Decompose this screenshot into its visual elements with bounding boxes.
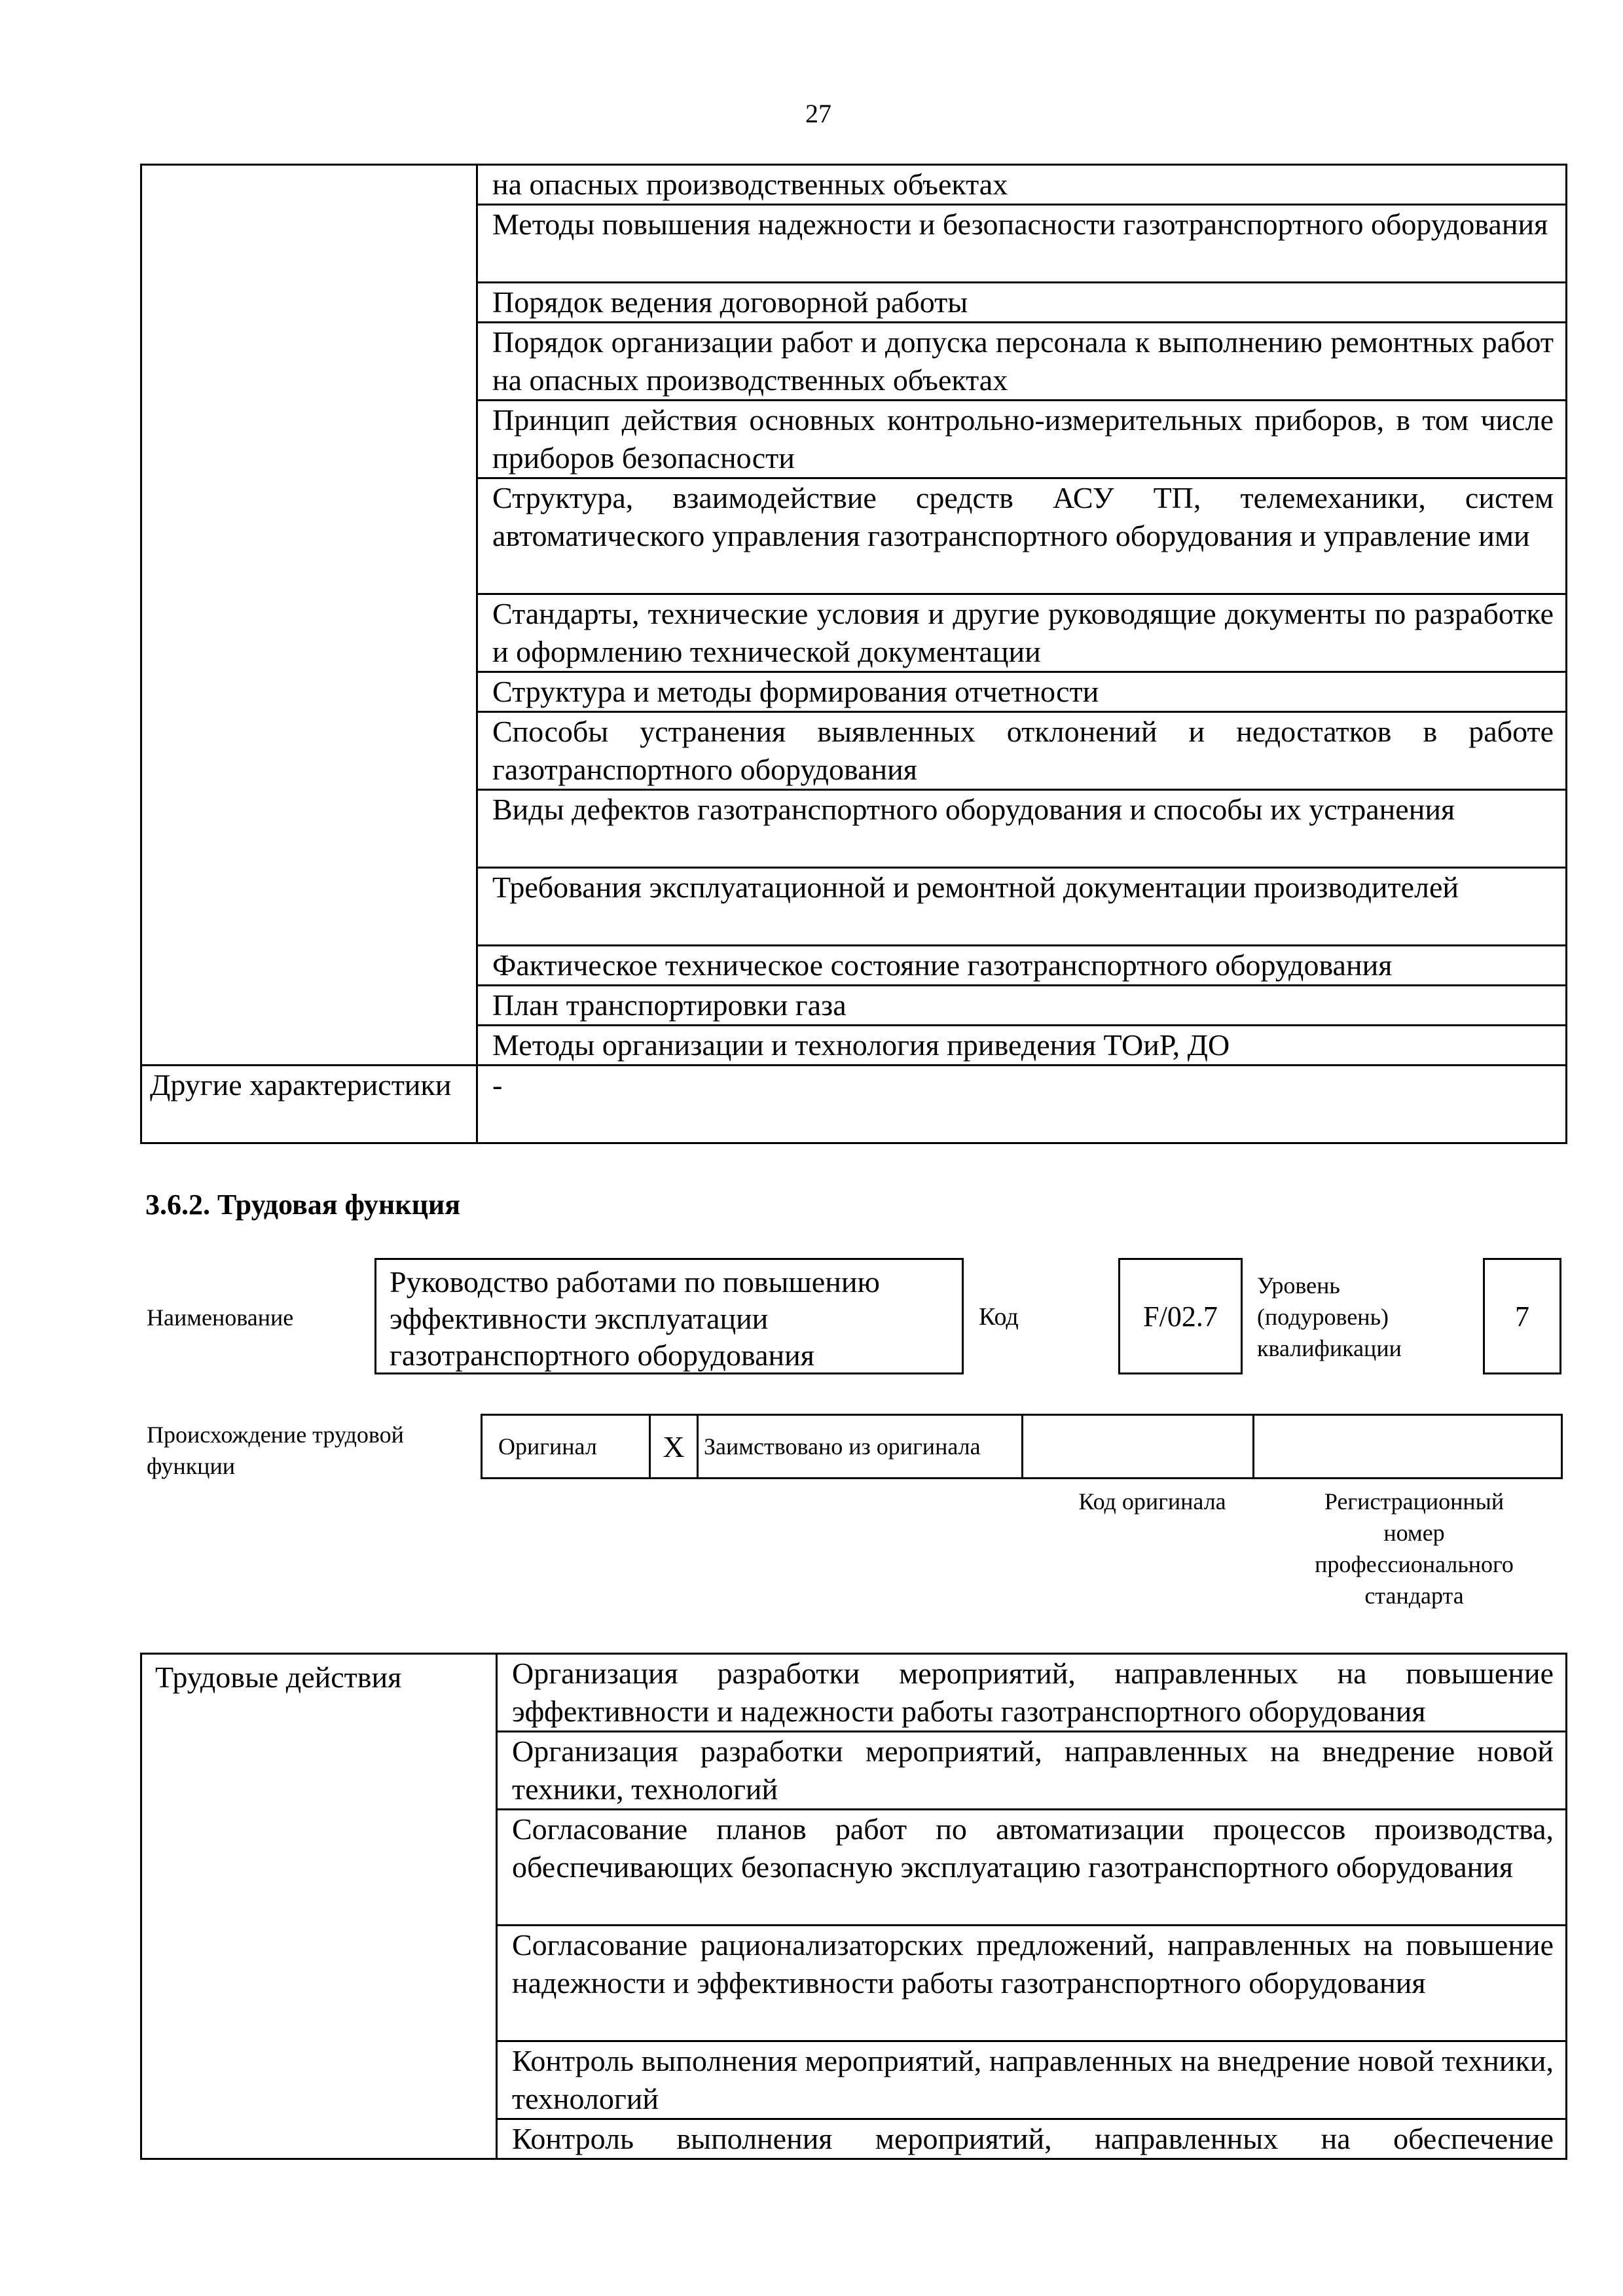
knowledge-row: Требования эксплуатационной и ремонтной документации производителей: [477, 868, 1567, 946]
knowledge-row: на опасных производственных объектах: [477, 165, 1567, 205]
actions-label: Трудовые действия: [141, 1654, 497, 2159]
action-row: Согласование планов работ по автоматизации процессов производства, обеспечивающих безопасную эксплуатацию газотранспортного оборудования: [497, 1810, 1567, 1926]
registration-number-caption: Регистрационный номер профессионального стандарта: [1315, 1488, 1514, 1609]
origin-borrowed-cell: Заимствовано из оригинала: [698, 1415, 1023, 1479]
qualification-level-box: 7: [1483, 1258, 1561, 1374]
origin-original-cell: Оригинал: [482, 1415, 650, 1479]
knowledge-row: План транспортировки газа: [477, 986, 1567, 1026]
function-name-box: Руководство работами по повышению эффективности эксплуатации газотранспортного оборудования: [374, 1258, 964, 1374]
qualification-level-label: Уровень (подуровень) квалификации: [1257, 1272, 1402, 1361]
knowledge-row: Методы организации и технология приведения ТОиР, ДО: [477, 1026, 1567, 1066]
registration-number-cell: [1254, 1415, 1562, 1479]
origin-mark-cell: X: [650, 1415, 698, 1479]
action-row: Контроль выполнения мероприятий, направленных на внедрение новой техники, технологий: [497, 2041, 1567, 2119]
knowledge-row: Порядок ведения договорной работы: [477, 283, 1567, 323]
page-number: 27: [805, 99, 831, 128]
knowledge-row: Фактическое техническое состояние газотранспортного оборудования: [477, 946, 1567, 986]
knowledge-row: Принцип действия основных контрольно-измерительных приборов, в том числе приборов безопасности: [477, 401, 1567, 478]
other-characteristics-label: Другие характеристики: [141, 1066, 477, 1143]
code-label: Код: [979, 1303, 1019, 1331]
section-heading: 3.6.2. Трудовая функция: [145, 1189, 461, 1221]
original-code-caption: Код оригинала: [1078, 1488, 1226, 1515]
action-row: Организация разработки мероприятий, направленных на повышение эффективности и надежности работы газотранспортного оборудования: [497, 1654, 1567, 1732]
knowledge-row: Методы повышения надежности и безопасности газотранспортного оборудования: [477, 205, 1567, 283]
actions-table: [140, 1653, 1567, 2160]
knowledge-row: Порядок организации работ и допуска персонала к выполнению ремонтных работ на опасных производственных объектах: [477, 323, 1567, 401]
action-row: Контроль выполнения мероприятий, направленных на обеспечение: [497, 2119, 1567, 2159]
action-row: Организация разработки мероприятий, направленных на внедрение новой техники, технологий: [497, 1732, 1567, 1810]
origin-table: [481, 1414, 1563, 1479]
name-label: Наименование: [147, 1304, 294, 1331]
origin-label: Происхождение трудовой функции: [147, 1422, 404, 1479]
knowledge-row: Виды дефектов газотранспортного оборудования и способы их устранения: [477, 790, 1567, 868]
knowledge-row: Способы устранения выявленных отклонений и недостатков в работе газотранспортного оборудования: [477, 712, 1567, 790]
knowledge-row: Стандарты, технические условия и другие руководящие документы по разработке и оформлению технической документации: [477, 594, 1567, 672]
knowledge-row: Структура и методы формирования отчетности: [477, 672, 1567, 712]
origin-code-cell: [1023, 1415, 1254, 1479]
knowledge-row: Структура, взаимодействие средств АСУ ТП, телемеханики, систем автоматического управления газотранспортного оборудования и управление ими: [477, 478, 1567, 594]
knowledge-table: [140, 164, 1567, 1144]
other-characteristics-value: -: [477, 1066, 1567, 1143]
knowledge-label-cell: [141, 165, 477, 1066]
code-box: F/02.7: [1118, 1258, 1243, 1374]
action-row: Согласование рационализаторских предложений, направленных на повышение надежности и эффективности работы газотранспортного оборудования: [497, 1926, 1567, 2041]
